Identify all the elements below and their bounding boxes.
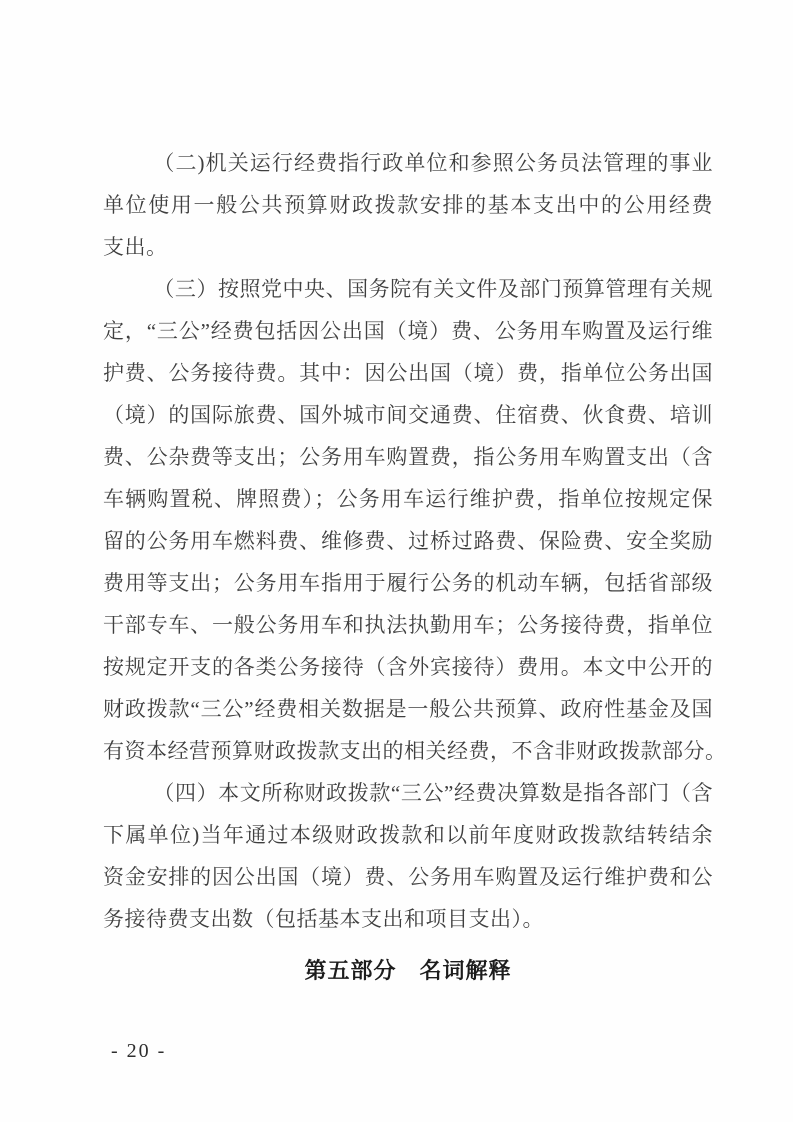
text-line: 资金安排的因公出国（境）费、公务用车购置及运行维护费和公 (103, 865, 713, 889)
section-heading: 第五部分 名词解释 (304, 958, 512, 983)
paragraph-2 (103, 142, 713, 268)
text-line: 有资本经营预算财政拨款支出的相关经费，不含非财政拨款部分。 (103, 739, 727, 763)
text-line: 下属单位)当年通过本级财政拨款和以前年度财政拨款结转结余 (103, 823, 713, 847)
text-line: 费用等支出；公务用车指用于履行公务的机动车辆，包括省部级 (103, 571, 713, 595)
text-line: （境）的国际旅费、国外城市间交通费、住宿费、伙食费、培训 (103, 403, 713, 427)
text-line: 费、公杂费等支出；公务用车购置费，指公务用车购置支出（含 (103, 445, 713, 469)
text-line: 务接待费支出数（包括基本支出和项目支出）。 (103, 907, 544, 931)
paragraph-4 (103, 772, 713, 940)
text-line: 车辆购置税、牌照费）；公务用车运行维护费，指单位按规定保 (103, 487, 713, 511)
text-line: （四）本文所称财政拨款“三公”经费决算数是指各部门（含 (153, 781, 713, 805)
text-line: （二)机关运行经费指行政单位和参照公务员法管理的事业 (153, 151, 713, 175)
text-line: （三）按照党中央、国务院有关文件及部门预算管理有关规 (153, 277, 713, 301)
body-text (103, 142, 727, 992)
paragraph-3 (103, 268, 727, 772)
text-line: 护费、公务接待费。其中：因公出国（境）费，指单位公务出国 (103, 361, 713, 385)
text-line: 按规定开支的各类公务接待（含外宾接待）费用。本文中公开的 (103, 655, 713, 679)
text-line: 留的公务用车燃料费、维修费、过桥过路费、保险费、安全奖励 (103, 529, 713, 553)
text-line: 支出。 (103, 235, 168, 259)
text-line: 定，“三公”经费包括因公出国（境）费、公务用车购置及运行维 (103, 319, 713, 343)
text-line: 财政拨款“三公”经费相关数据是一般公共预算、政府性基金及国 (103, 697, 713, 721)
text-line: 干部专车、一般公务用车和执法执勤用车；公务接待费，指单位 (103, 613, 713, 637)
text-line: 单位使用一般公共预算财政拨款安排的基本支出中的公用经费 (103, 193, 713, 217)
page-number: - 20 - (111, 1040, 167, 1062)
